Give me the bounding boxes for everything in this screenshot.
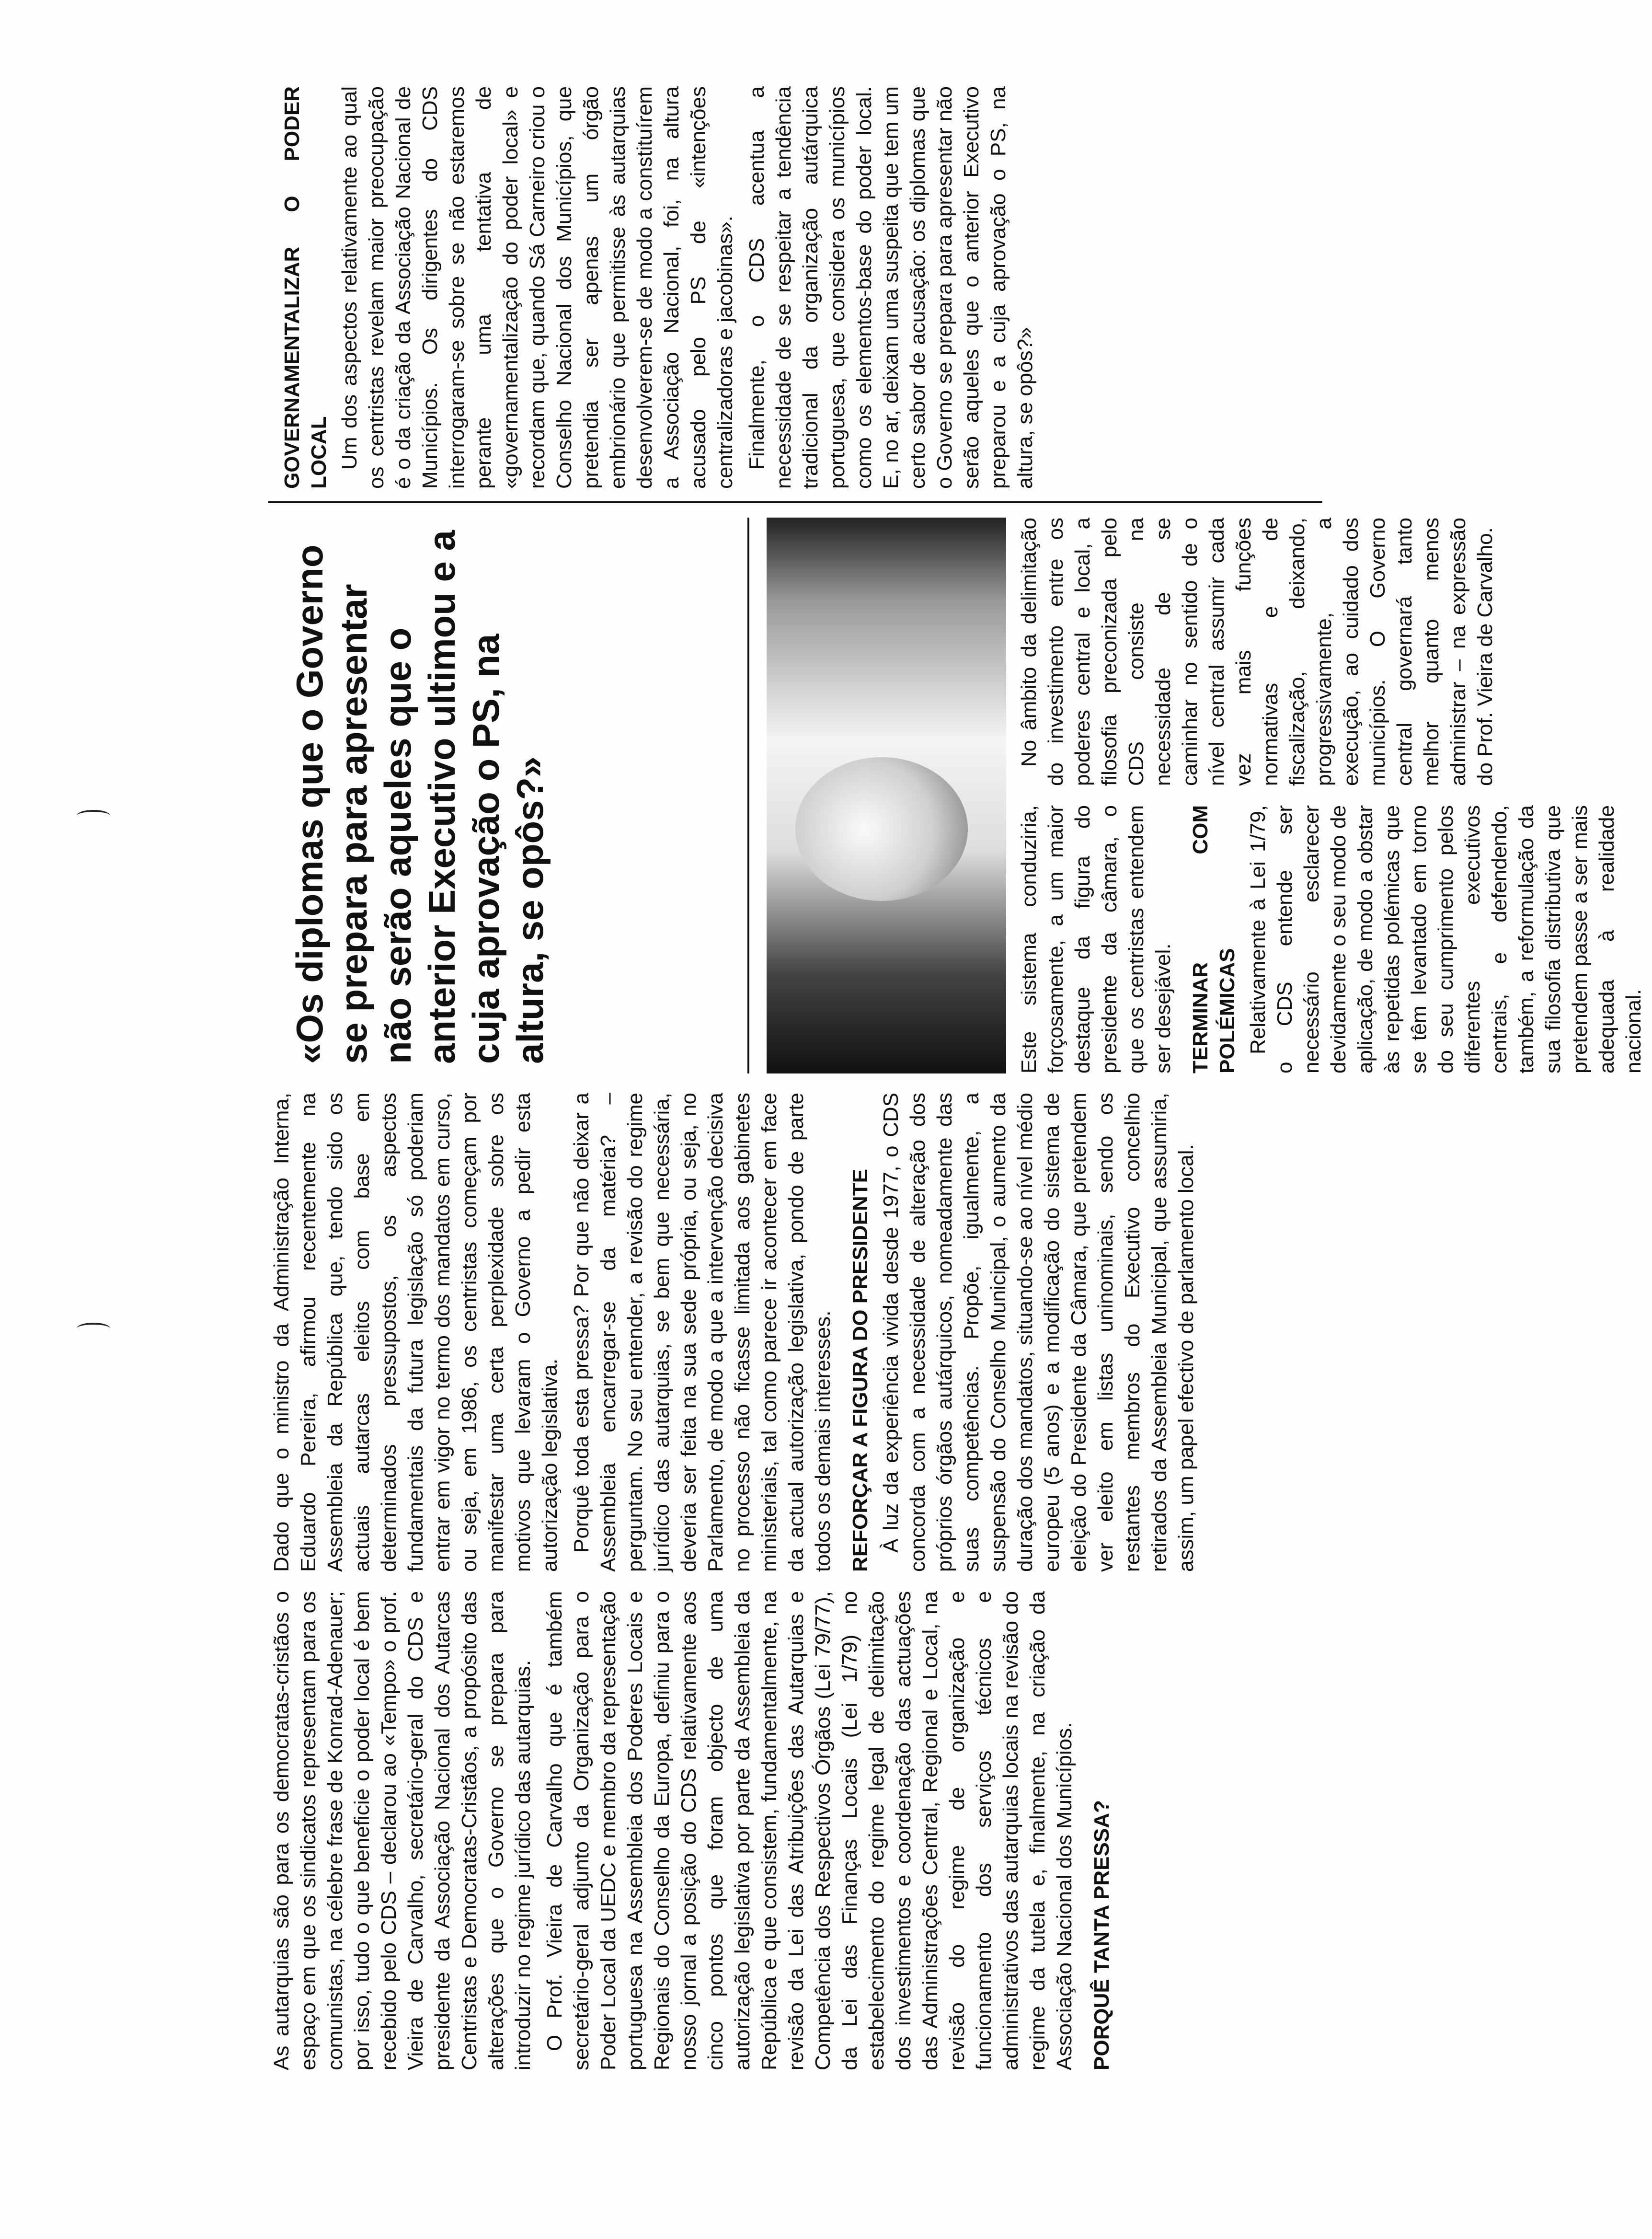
paragraph: No âmbito da delimitação do investimento entre os poderes central e local, a filosofia preconizada pelo CDS consiste na necessidade de se caminhar no sentido de o nível central assumir cada vez mais funções normativas e de fiscalização, deixando, progressivamente, a execução, ao cuidado dos municípios. O Governo central governará tanto melhor quanto menos administrar – na expressão do Prof. Vieira de Carvalho. [1017,518,1497,786]
subheading: TERMINAR COM POLÉMICAS [1189,805,1239,1073]
paragraph: Porquê toda esta pressa? Por que não deixar a Assembleia encarregar-se da matéria? – perguntam. No seu entender, a revisão do regime jurídico das autarquias, se bem que necessária, deveria ser feita na sua sede própria, ou seja, no Parlamento, de modo a que a intervenção decisiva no processo não ficasse limitada aos gabinetes ministeriais, tal como parece ir acontecer em face da actual autorização legislativa, pondo de parte todos os demais interesses. [570,1093,835,1572]
paragraph: Finalmente, o CDS acentua a necessidade de se respeitar a tendência tradicional da organização autárquica portuguesa, que considera os municípios como os elementos-base do poder local. E, no ar, deixam uma suspeita que tem um certo sabor de acusação: os diplomas que o Governo se prepara para apresentar não serão aqueles que o anterior Executivo preparou e a cuja aprovação o PS, na altura, se opôs?» [745,86,1037,489]
subheading: PORQUÊ TANTA PRESSA? [1090,1800,1113,2070]
portrait-face [795,757,968,901]
article-sheet [268,81,1645,2070]
fold-mark [77,1323,110,1334]
paragraph: À luz da experiência vivida desde 1977, o CDS concorda com a necessidade de alteração dos próprios órgãos autárquicos, nomeadamente das suas competências. Propõe, igualmente, a suspensão do Conselho Municipal, o aumento da duração dos mandatos, situando-se ao nível médio europeu (5 anos) e a modificação do sistema de eleição do Presidente da Câmara, que pretendem ver eleito em listas uninominais, sendo os restantes membros do Executivo concelhio retirados da Assembleia Municipal, que assumiria, assim, um papel efectivo de parlamento local. [879,1093,1198,1572]
fold-mark [77,810,110,821]
portrait-photo [767,518,1006,1073]
divider [268,501,1322,503]
subheading: GOVERNAMENTALIZAR O PODER LOCAL [280,86,331,489]
subheading: REFORÇAR A FIGURA DO PRESIDENTE [849,1169,872,1572]
divider [747,518,749,1073]
paragraph: Relativamente à Lei 1/79, o CDS entende ser necessário esclarecer devidamente o seu modo de aplicação, de modo a obstar às repetidas polémicas que se têm levantado em torno do seu cumprimento pelos diferentes executivos centrais, e defendendo, também, a reformulação da sua filosofia distributiva que pretendem passe a ser mais adequada à realidade nacional. [1246,805,1645,1073]
paragraph: O Prof. Vieira de Carvalho que é também secretário-geral adjunto da Organização para o Poder Local da UEDC e membro da representação portuguesa na Assembleia dos Poderes Locais e Regionais do Conselho da Europa, definiu para o nosso jornal a posição do CDS relativamente aos cinco pontos que foram objecto de uma autorização legislativa por parte da Assembleia da República e que consistem, fundamentalmente, na revisão da Lei das Atribuições das Autarquias e Competência dos Respectivos Órgãos (Lei 79/77), da Lei das Finanças Locais (Lei 1/79) no estabelecimento do regime legal de delimitação dos investimentos e coordenação das actuações das Administrações Central, Regional e Local, na revisão do regime de organização e funcionamento dos serviços técnicos e administrativos das autarquias locais na revisão do regime da tutela e, finalmente, na criação da Associação Nacional dos Municípios. [543,1591,1076,2070]
article-column-2 [268,1093,1205,1572]
pull-quote: «Os diplomas que o Governo se prepara para apresentar não serão aqueles que o anterior Executivo ultimou e a cuja aprovação o PS, na altura, se opôs?» [288,530,551,1064]
article-column-4 [1016,518,1503,786]
article-column-3 [1016,805,1652,1073]
article-column-1 [268,1591,1119,2070]
article-column-5 [268,86,1044,489]
paragraph: As autarquias são para os democratas-cristãos o espaço em que os sindicatos representam para os comunistas, na célebre frase de Konrad-Adenauer; por isso, tudo o que beneficie o poder local é bem recebido pelo CDS – declarou ao «Tempo» o prof. Vieira de Carvalho, secretário-geral do CDS e presidente da Associação Nacional dos Autarcas Centristas e Democratas-Cristãos, a propósito das alterações que o Governo se prepara para introduzir no regime jurídico das autarquias. [270,1591,535,2070]
paragraph: Um dos aspectos relativamente ao qual os centristas revelam maior preocupação é o da criação da Associação Nacional de Municípios. Os dirigentes do CDS interrogaram-se sobre se não estaremos perante uma tentativa de «governamentalização do poder local» e recordam que, quando Sá Carneiro criou o Conselho Nacional dos Municípios, que pretendia ser apenas um órgão embrionário que permitisse às autarquias desenvolverem-se de modo a constituírem a Associação Nacional, foi, na altura acusado pelo PS de «intenções centralizadoras e jacobinas». [338,86,737,489]
paragraph: Dado que o ministro da Administração Interna, Eduardo Pereira, afirmou recentemente na Assembleia da República que, tendo sido os actuais autarcas eleitos com base em determinados pressupostos, os aspectos fundamentais da futura legislação só poderiam entrar em vigor no termo dos mandatos em curso, ou seja, em 1986, os centristas começam por manifestar uma certa perplexidade sobre os motivos que levaram o Governo a pedir esta autorização legislativa. [270,1093,562,1572]
paragraph: Este sistema conduziria, forçosamente, a um maior destaque da figura do presidente da câmara, o que os centristas entendem ser desejável. [1017,805,1175,1073]
